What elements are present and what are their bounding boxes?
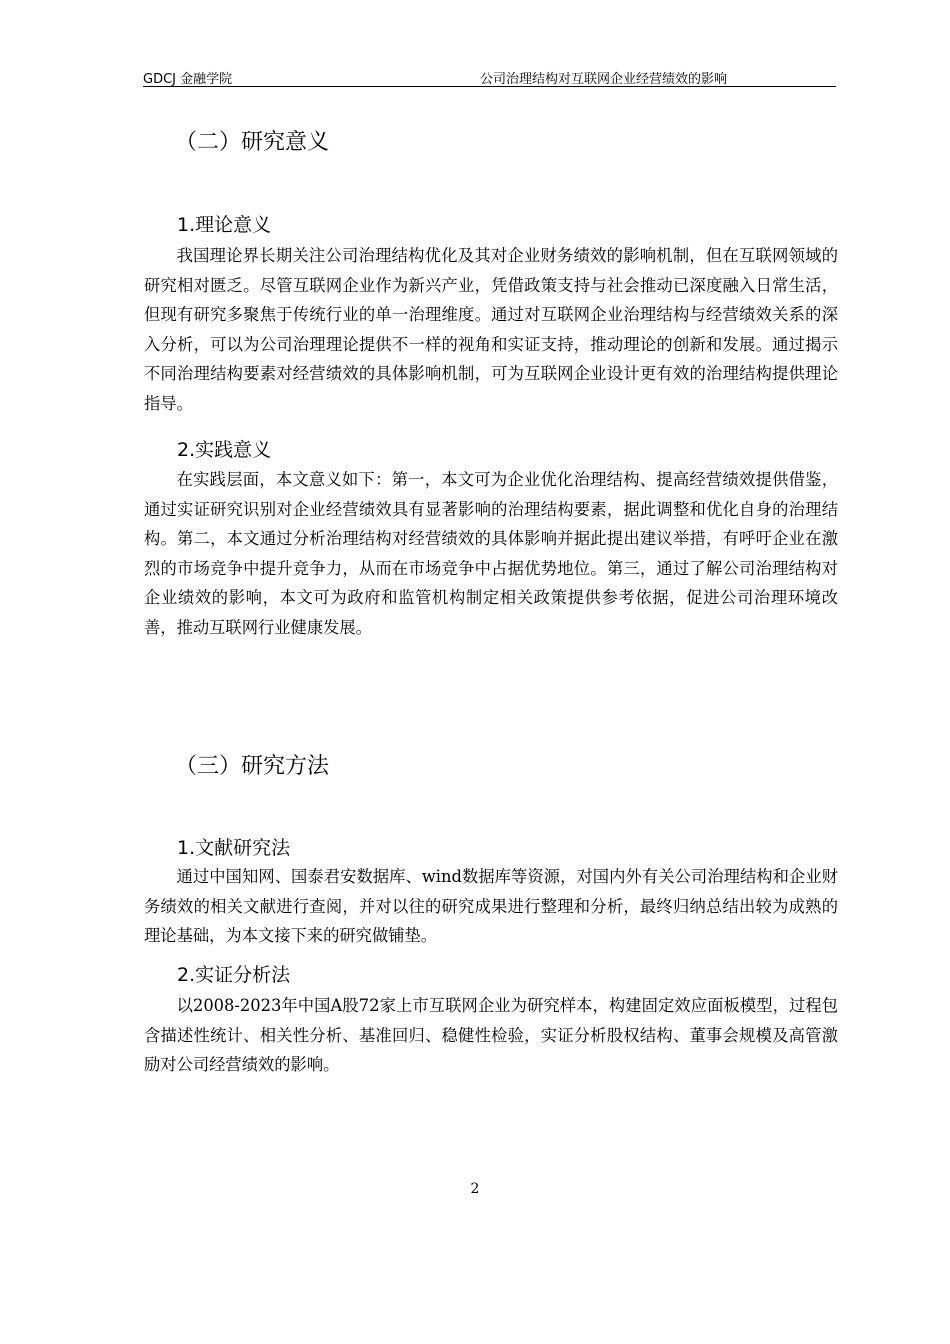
page-number: 2 [470, 1181, 480, 1197]
header-rule [143, 86, 836, 87]
empirical-heading: 2.实证分析法 [177, 964, 291, 986]
theory-heading: 1.理论意义 [177, 214, 272, 236]
header-school: GDCJ 金融学院 [143, 72, 233, 87]
practice-heading: 2.实践意义 [177, 439, 272, 461]
practice-paragraph: 在实践层面，本文意义如下：第一，本文可为企业优化治理结构、提高经营绩效提供借鉴，通过实证研究识别对企业经营绩效具有显著影响的治理结构要素，据此调整和优化自身的治理结构。第二，本文通过分析治理结构对经营绩效的具体影响并据此提出建议举措，有呼吁企业在激烈的市场竞争中提升竞争力，从而在市场竞争中占据优势地位。第三，通过了解公司治理结构对企业绩效的影响，本文可为政府和监管机构制定相关政策提供参考依据，促进公司治理环境改善，推动互联网行业健康发展。 [144, 470, 838, 637]
literature-heading: 1.文献研究法 [177, 837, 291, 859]
header-title: 公司治理结构对互联网企业经营绩效的影响 [480, 72, 728, 87]
empirical-paragraph: 以2008-2023年中国A股72家上市互联网企业为研究样本，构建固定效应面板模型，过程包含描述性统计、相关性分析、基准回归、稳健性检验，实证分析股权结构、董事会规模及高管激励对公司经营绩效的影响。 [144, 996, 838, 1075]
section-methods-heading: （三）研究方法 [175, 754, 330, 779]
section-significance-heading: （二）研究意义 [175, 130, 330, 155]
literature-paragraph: 通过中国知网、国泰君安数据库、wind数据库等资源，对国内外有关公司治理结构和企业财务绩效的相关文献进行查阅，并对以往的研究成果进行整理和分析，最终归纳总结出较为成熟的理论基础，为本文接下来的研究做铺垫。 [144, 867, 838, 946]
theory-paragraph: 我国理论界长期关注公司治理结构优化及其对企业财务绩效的影响机制，但在互联网领域的研究相对匮乏。尽管互联网企业作为新兴产业，凭借政策支持与社会推动已深度融入日常生活，但现有研究多聚焦于传统行业的单一治理维度。通过对互联网企业治理结构与经营绩效关系的深入分析，可以为公司治理理论提供不一样的视角和实证支持，推动理论的创新和发展。通过揭示不同治理结构要素对经营绩效的具体影响机制，可为互联网企业设计更有效的治理结构提供理论指导。 [144, 246, 838, 413]
